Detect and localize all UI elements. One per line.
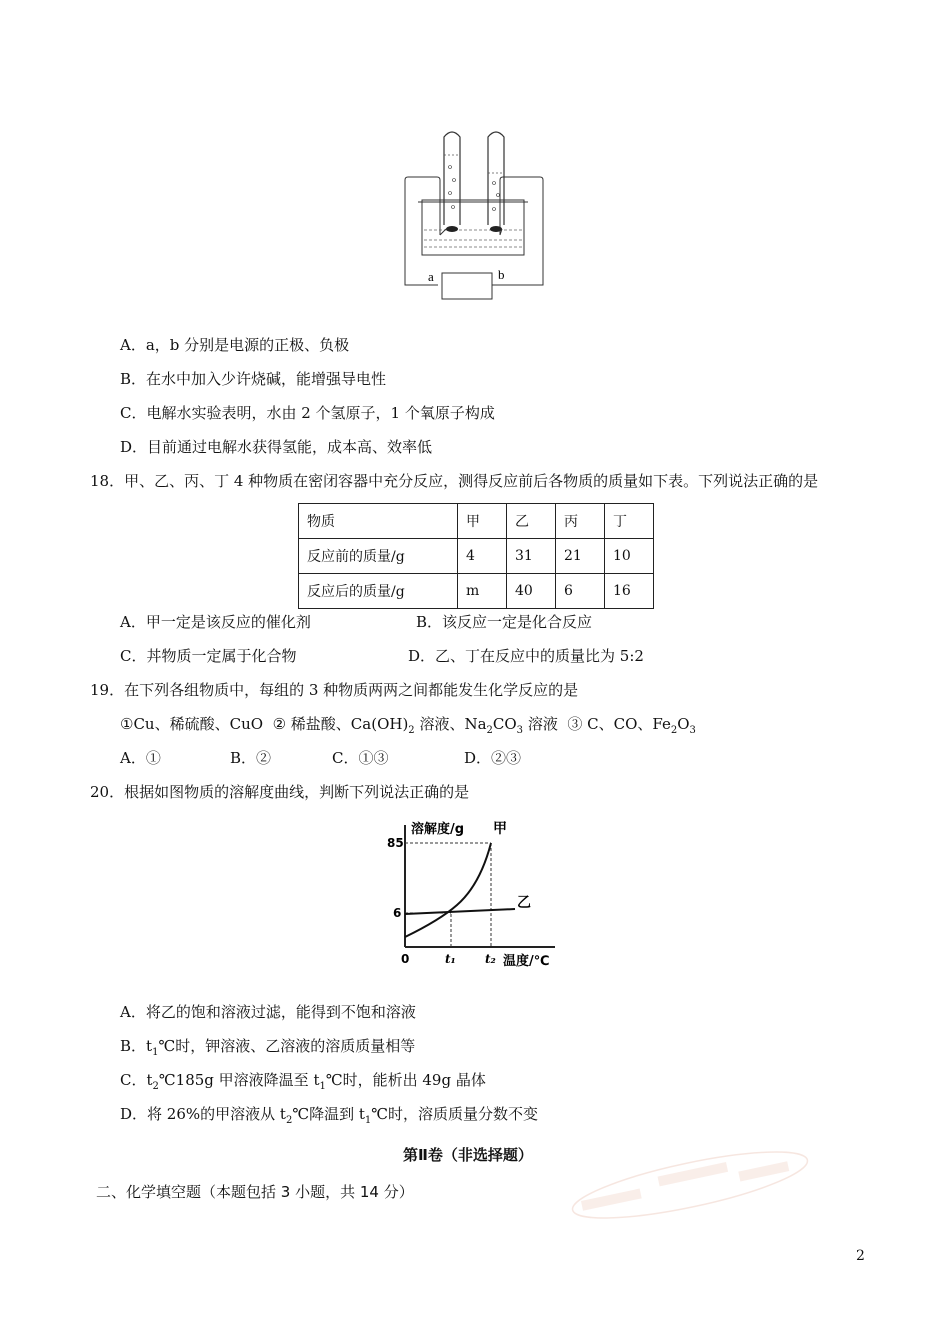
y-tick-6: 6 (393, 906, 402, 920)
series-label-jia: 甲 (493, 821, 507, 837)
q19-group-3: ③ C、CO、$Fe_2O_3$ (567, 715, 696, 736)
q17-option-c: C．电解水实验表明，水由 2 个氢原子，1 个氧原子构成 (120, 404, 495, 422)
q19-option-c: C．①③ (332, 749, 389, 767)
q18-option-c: C．丼物质一定属于化合物 (120, 647, 297, 665)
watermark-decoration (540, 1140, 840, 1230)
q20-option-d: D．将 26%的甲溶液从 $t_2℃$降温到 $t_1℃$时，溶质质量分数不变 (120, 1105, 539, 1126)
table-cell: 21 (556, 539, 605, 574)
x-tick-t1: t₁ (445, 952, 456, 966)
table-header-cell: 物质 (299, 504, 458, 539)
series-label-yi: 乙 (517, 895, 531, 911)
q18-option-a: A．甲一定是该反应的催化剂 (120, 613, 311, 631)
solubility-curve-figure (385, 815, 565, 975)
table-cell: 反应前的质量/g (299, 539, 458, 574)
electrolysis-apparatus-figure (400, 125, 550, 305)
q18-option-b: B．该反应一定是化合反应 (416, 613, 593, 631)
q18-stem: 18．甲、乙、丙、丁 4 种物质在密闭容器中充分反应，测得反应前后各物质的质量如下表。下列说法正确的是 (90, 472, 819, 490)
table-header-cell: 甲 (458, 504, 507, 539)
table-cell: 反应后的质量/g (299, 574, 458, 609)
y-axis-label: 溶解度/g (411, 822, 465, 837)
x-tick-0: 0 (401, 952, 410, 966)
q20-option-b: B．$t_1℃$时，钾溶液、乙溶液的溶质质量相等 (120, 1037, 416, 1058)
table-header-row (299, 504, 654, 539)
q19-option-d: D．②③ (464, 749, 522, 767)
q19-option-a: A．① (120, 749, 161, 767)
q18-option-d: D．乙、丁在反应中的质量比为 5:2 (408, 647, 644, 665)
x-axis-label: 温度/℃ (503, 954, 550, 969)
table-header-cell: 丁 (605, 504, 654, 539)
q19-groups (120, 714, 696, 741)
table-row (299, 574, 654, 609)
section-title: 第Ⅱ卷（非选择题） (403, 1146, 533, 1164)
table-cell: 10 (605, 539, 654, 574)
q19-option-b: B．② (230, 749, 272, 767)
q20-stem: 20．根据如图物质的溶解度曲线，判断下列说法正确的是 (90, 783, 470, 801)
q19-group-1: ①Cu、稀硫酸、CuO (120, 715, 264, 733)
section-heading: 二、化学填空题（本题包括 3 小题，共 14 分） (96, 1183, 414, 1201)
q20-option-a: A．将乙的饱和溶液过滤，能得到不饱和溶液 (120, 1003, 416, 1021)
q17-option-b: B．在水中加入少许烧碱，能增强导电性 (120, 370, 387, 388)
label-b: b (498, 267, 505, 282)
q17-option-d: D．目前通过电解水获得氢能，成本高、效率低 (120, 438, 433, 456)
x-tick-t2: t₂ (485, 952, 496, 966)
y-tick-85: 85 (387, 836, 404, 850)
mass-table (298, 503, 654, 609)
table-cell: m (458, 574, 507, 609)
page-number: 2 (856, 1248, 865, 1264)
table-cell: 16 (605, 574, 654, 609)
q20-option-c: C．$t_2℃185g$ 甲溶液降温至 $t_1℃$时，能析出 49g 晶体 (120, 1071, 486, 1092)
q19-stem: 19．在下列各组物质中，每组的 3 种物质两两之间都能发生化学反应的是 (90, 681, 579, 699)
table-header-cell: 丙 (556, 504, 605, 539)
table-cell: 40 (507, 574, 556, 609)
table-header-cell: 乙 (507, 504, 556, 539)
table-cell: 31 (507, 539, 556, 574)
q17-option-a: A．a，b 分别是电源的正极、负极 (120, 336, 350, 354)
q19-group-2: ② 稀盐酸、$Ca(OH)_2$ 溶液、$Na_2CO_3$ 溶液 (272, 715, 558, 736)
label-a: a (428, 269, 434, 284)
table-cell: 4 (458, 539, 507, 574)
table-cell: 6 (556, 574, 605, 609)
table-row (299, 539, 654, 574)
